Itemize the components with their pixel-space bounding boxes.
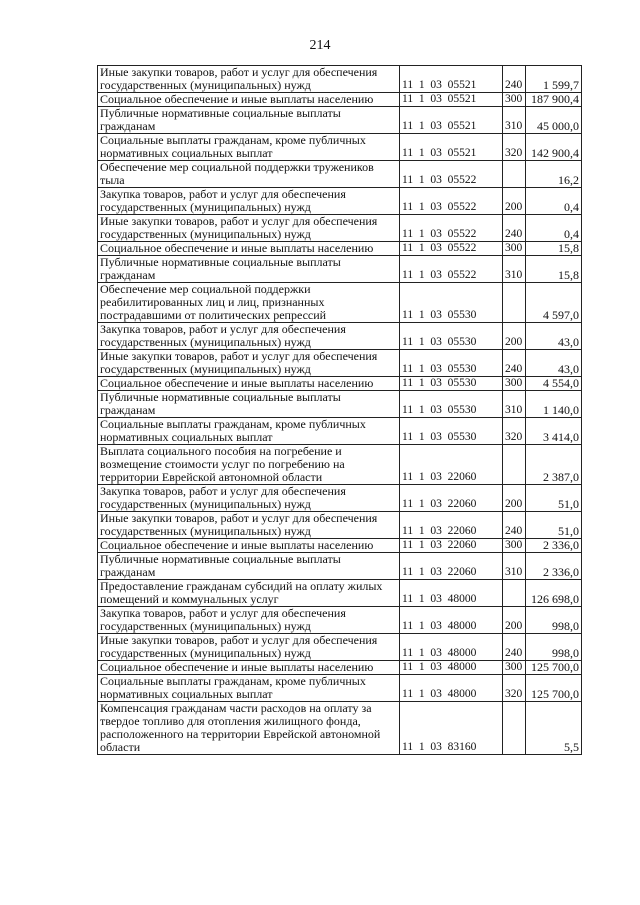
classification-codes-cell: 11 1 03 22060 (400, 485, 503, 512)
table-row (98, 134, 582, 161)
classification-codes-cell: 11 1 03 22060 (400, 553, 503, 580)
expense-name-cell: Закупка товаров, работ и услуг для обеспечения государственных (муниципальных) нужд (98, 485, 400, 512)
expense-type-code-cell: 200 (503, 607, 526, 634)
amount-cell: 142 900,4 (526, 134, 582, 161)
classification-codes-cell: 11 1 03 05530 (400, 323, 503, 350)
expense-type-code-cell: 240 (503, 634, 526, 661)
amount-cell: 1 599,7 (526, 66, 582, 93)
classification-codes-cell: 11 1 03 48000 (400, 661, 503, 675)
classification-codes-cell: 11 1 03 05521 (400, 93, 503, 107)
table-row (98, 323, 582, 350)
expense-name-cell: Публичные нормативные социальные выплаты гражданам (98, 391, 400, 418)
classification-codes-cell: 11 1 03 83160 (400, 702, 503, 755)
expense-type-code-cell: 310 (503, 256, 526, 283)
table-row (98, 161, 582, 188)
table-row (98, 242, 582, 256)
amount-cell: 51,0 (526, 485, 582, 512)
expense-type-code-cell: 300 (503, 242, 526, 256)
expense-type-code-cell (503, 445, 526, 485)
expense-type-code-cell: 240 (503, 350, 526, 377)
table-row (98, 539, 582, 553)
amount-cell: 4 554,0 (526, 377, 582, 391)
expense-type-code-cell: 300 (503, 377, 526, 391)
classification-codes-cell: 11 1 03 05522 (400, 188, 503, 215)
classification-codes-cell: 11 1 03 05530 (400, 350, 503, 377)
expense-type-code-cell (503, 702, 526, 755)
amount-cell: 125 700,0 (526, 661, 582, 675)
table-row (98, 512, 582, 539)
table-row (98, 580, 582, 607)
table-row (98, 93, 582, 107)
table-row (98, 188, 582, 215)
expense-type-code-cell: 320 (503, 418, 526, 445)
table-row (98, 391, 582, 418)
table-row (98, 256, 582, 283)
table-row (98, 675, 582, 702)
expense-type-code-cell: 310 (503, 391, 526, 418)
classification-codes-cell: 11 1 03 05521 (400, 107, 503, 134)
table-row (98, 377, 582, 391)
expense-name-cell: Социальное обеспечение и иные выплаты населению (98, 242, 400, 256)
table-row (98, 702, 582, 755)
table-row (98, 485, 582, 512)
expense-name-cell: Публичные нормативные социальные выплаты гражданам (98, 256, 400, 283)
amount-cell: 0,4 (526, 188, 582, 215)
expense-type-code-cell: 300 (503, 661, 526, 675)
budget-table-body (98, 66, 582, 755)
table-row (98, 607, 582, 634)
expense-type-code-cell: 300 (503, 539, 526, 553)
classification-codes-cell: 11 1 03 05521 (400, 66, 503, 93)
table-row (98, 553, 582, 580)
expense-type-code-cell: 300 (503, 93, 526, 107)
expense-name-cell: Социальное обеспечение и иные выплаты населению (98, 377, 400, 391)
expense-type-code-cell (503, 283, 526, 323)
expense-type-code-cell: 200 (503, 188, 526, 215)
classification-codes-cell: 11 1 03 05530 (400, 377, 503, 391)
classification-codes-cell: 11 1 03 22060 (400, 539, 503, 553)
amount-cell: 126 698,0 (526, 580, 582, 607)
classification-codes-cell: 11 1 03 48000 (400, 607, 503, 634)
expense-name-cell: Иные закупки товаров, работ и услуг для обеспечения государственных (муниципальных) нужд (98, 66, 400, 93)
amount-cell: 43,0 (526, 350, 582, 377)
amount-cell: 998,0 (526, 634, 582, 661)
amount-cell: 45 000,0 (526, 107, 582, 134)
classification-codes-cell: 11 1 03 05530 (400, 418, 503, 445)
amount-cell: 2 336,0 (526, 539, 582, 553)
classification-codes-cell: 11 1 03 05530 (400, 283, 503, 323)
classification-codes-cell: 11 1 03 22060 (400, 445, 503, 485)
amount-cell: 43,0 (526, 323, 582, 350)
table-row (98, 634, 582, 661)
expense-type-code-cell (503, 161, 526, 188)
classification-codes-cell: 11 1 03 48000 (400, 580, 503, 607)
expense-name-cell: Иные закупки товаров, работ и услуг для обеспечения государственных (муниципальных) нужд (98, 512, 400, 539)
expense-type-code-cell: 310 (503, 107, 526, 134)
expense-name-cell: Обеспечение мер социальной поддержки реабилитированных лиц и лиц, признанных пострадавшими от политических репрессий (98, 283, 400, 323)
expense-name-cell: Предоставление гражданам субсидий на оплату жилых помещений и коммунальных услуг (98, 580, 400, 607)
expense-name-cell: Иные закупки товаров, работ и услуг для обеспечения государственных (муниципальных) нужд (98, 634, 400, 661)
page-number: 214 (309, 38, 331, 53)
classification-codes-cell: 11 1 03 48000 (400, 634, 503, 661)
expense-name-cell: Социальное обеспечение и иные выплаты населению (98, 539, 400, 553)
expense-name-cell: Социальное обеспечение и иные выплаты населению (98, 93, 400, 107)
amount-cell: 125 700,0 (526, 675, 582, 702)
expense-name-cell: Закупка товаров, работ и услуг для обеспечения государственных (муниципальных) нужд (98, 323, 400, 350)
amount-cell: 998,0 (526, 607, 582, 634)
amount-cell: 1 140,0 (526, 391, 582, 418)
amount-cell: 2 387,0 (526, 445, 582, 485)
expense-name-cell: Обеспечение мер социальной поддержки тружеников тыла (98, 161, 400, 188)
classification-codes-cell: 11 1 03 05522 (400, 242, 503, 256)
table-row (98, 107, 582, 134)
amount-cell: 51,0 (526, 512, 582, 539)
amount-cell: 5,5 (526, 702, 582, 755)
amount-cell: 187 900,4 (526, 93, 582, 107)
table-row (98, 350, 582, 377)
table-row (98, 418, 582, 445)
amount-cell: 16,2 (526, 161, 582, 188)
expense-type-code-cell: 200 (503, 485, 526, 512)
table-row (98, 215, 582, 242)
amount-cell: 15,8 (526, 242, 582, 256)
expense-type-code-cell: 240 (503, 66, 526, 93)
classification-codes-cell: 11 1 03 05530 (400, 391, 503, 418)
expense-name-cell: Иные закупки товаров, работ и услуг для обеспечения государственных (муниципальных) нужд (98, 350, 400, 377)
expense-name-cell: Социальное обеспечение и иные выплаты населению (98, 661, 400, 675)
expense-name-cell: Выплата социального пособия на погребение и возмещение стоимости услуг по погребению на территории Еврейской автономной области (98, 445, 400, 485)
classification-codes-cell: 11 1 03 22060 (400, 512, 503, 539)
expense-type-code-cell: 320 (503, 134, 526, 161)
expense-type-code-cell: 310 (503, 553, 526, 580)
expense-type-code-cell: 240 (503, 215, 526, 242)
amount-cell: 0,4 (526, 215, 582, 242)
amount-cell: 2 336,0 (526, 553, 582, 580)
amount-cell: 3 414,0 (526, 418, 582, 445)
expense-name-cell: Закупка товаров, работ и услуг для обеспечения государственных (муниципальных) нужд (98, 188, 400, 215)
expense-name-cell: Публичные нормативные социальные выплаты гражданам (98, 107, 400, 134)
expense-type-code-cell: 320 (503, 675, 526, 702)
amount-cell: 4 597,0 (526, 283, 582, 323)
budget-table (97, 65, 582, 755)
classification-codes-cell: 11 1 03 05522 (400, 256, 503, 283)
expense-name-cell: Социальные выплаты гражданам, кроме публичных нормативных социальных выплат (98, 418, 400, 445)
amount-cell: 15,8 (526, 256, 582, 283)
classification-codes-cell: 11 1 03 05521 (400, 134, 503, 161)
classification-codes-cell: 11 1 03 05522 (400, 215, 503, 242)
expense-type-code-cell: 240 (503, 512, 526, 539)
table-row (98, 445, 582, 485)
expense-type-code-cell (503, 580, 526, 607)
classification-codes-cell: 11 1 03 48000 (400, 675, 503, 702)
table-row (98, 283, 582, 323)
expense-name-cell: Компенсация гражданам части расходов на оплату за твердое топливо для отопления жилищного фонда, расположенного на территории Еврейской автономной области (98, 702, 400, 755)
expense-type-code-cell: 200 (503, 323, 526, 350)
classification-codes-cell: 11 1 03 05522 (400, 161, 503, 188)
expense-name-cell: Публичные нормативные социальные выплаты гражданам (98, 553, 400, 580)
expense-name-cell: Социальные выплаты гражданам, кроме публичных нормативных социальных выплат (98, 134, 400, 161)
expense-name-cell: Социальные выплаты гражданам, кроме публичных нормативных социальных выплат (98, 675, 400, 702)
table-row (98, 66, 582, 93)
expense-name-cell: Закупка товаров, работ и услуг для обеспечения государственных (муниципальных) нужд (98, 607, 400, 634)
expense-name-cell: Иные закупки товаров, работ и услуг для обеспечения государственных (муниципальных) нужд (98, 215, 400, 242)
table-row (98, 661, 582, 675)
